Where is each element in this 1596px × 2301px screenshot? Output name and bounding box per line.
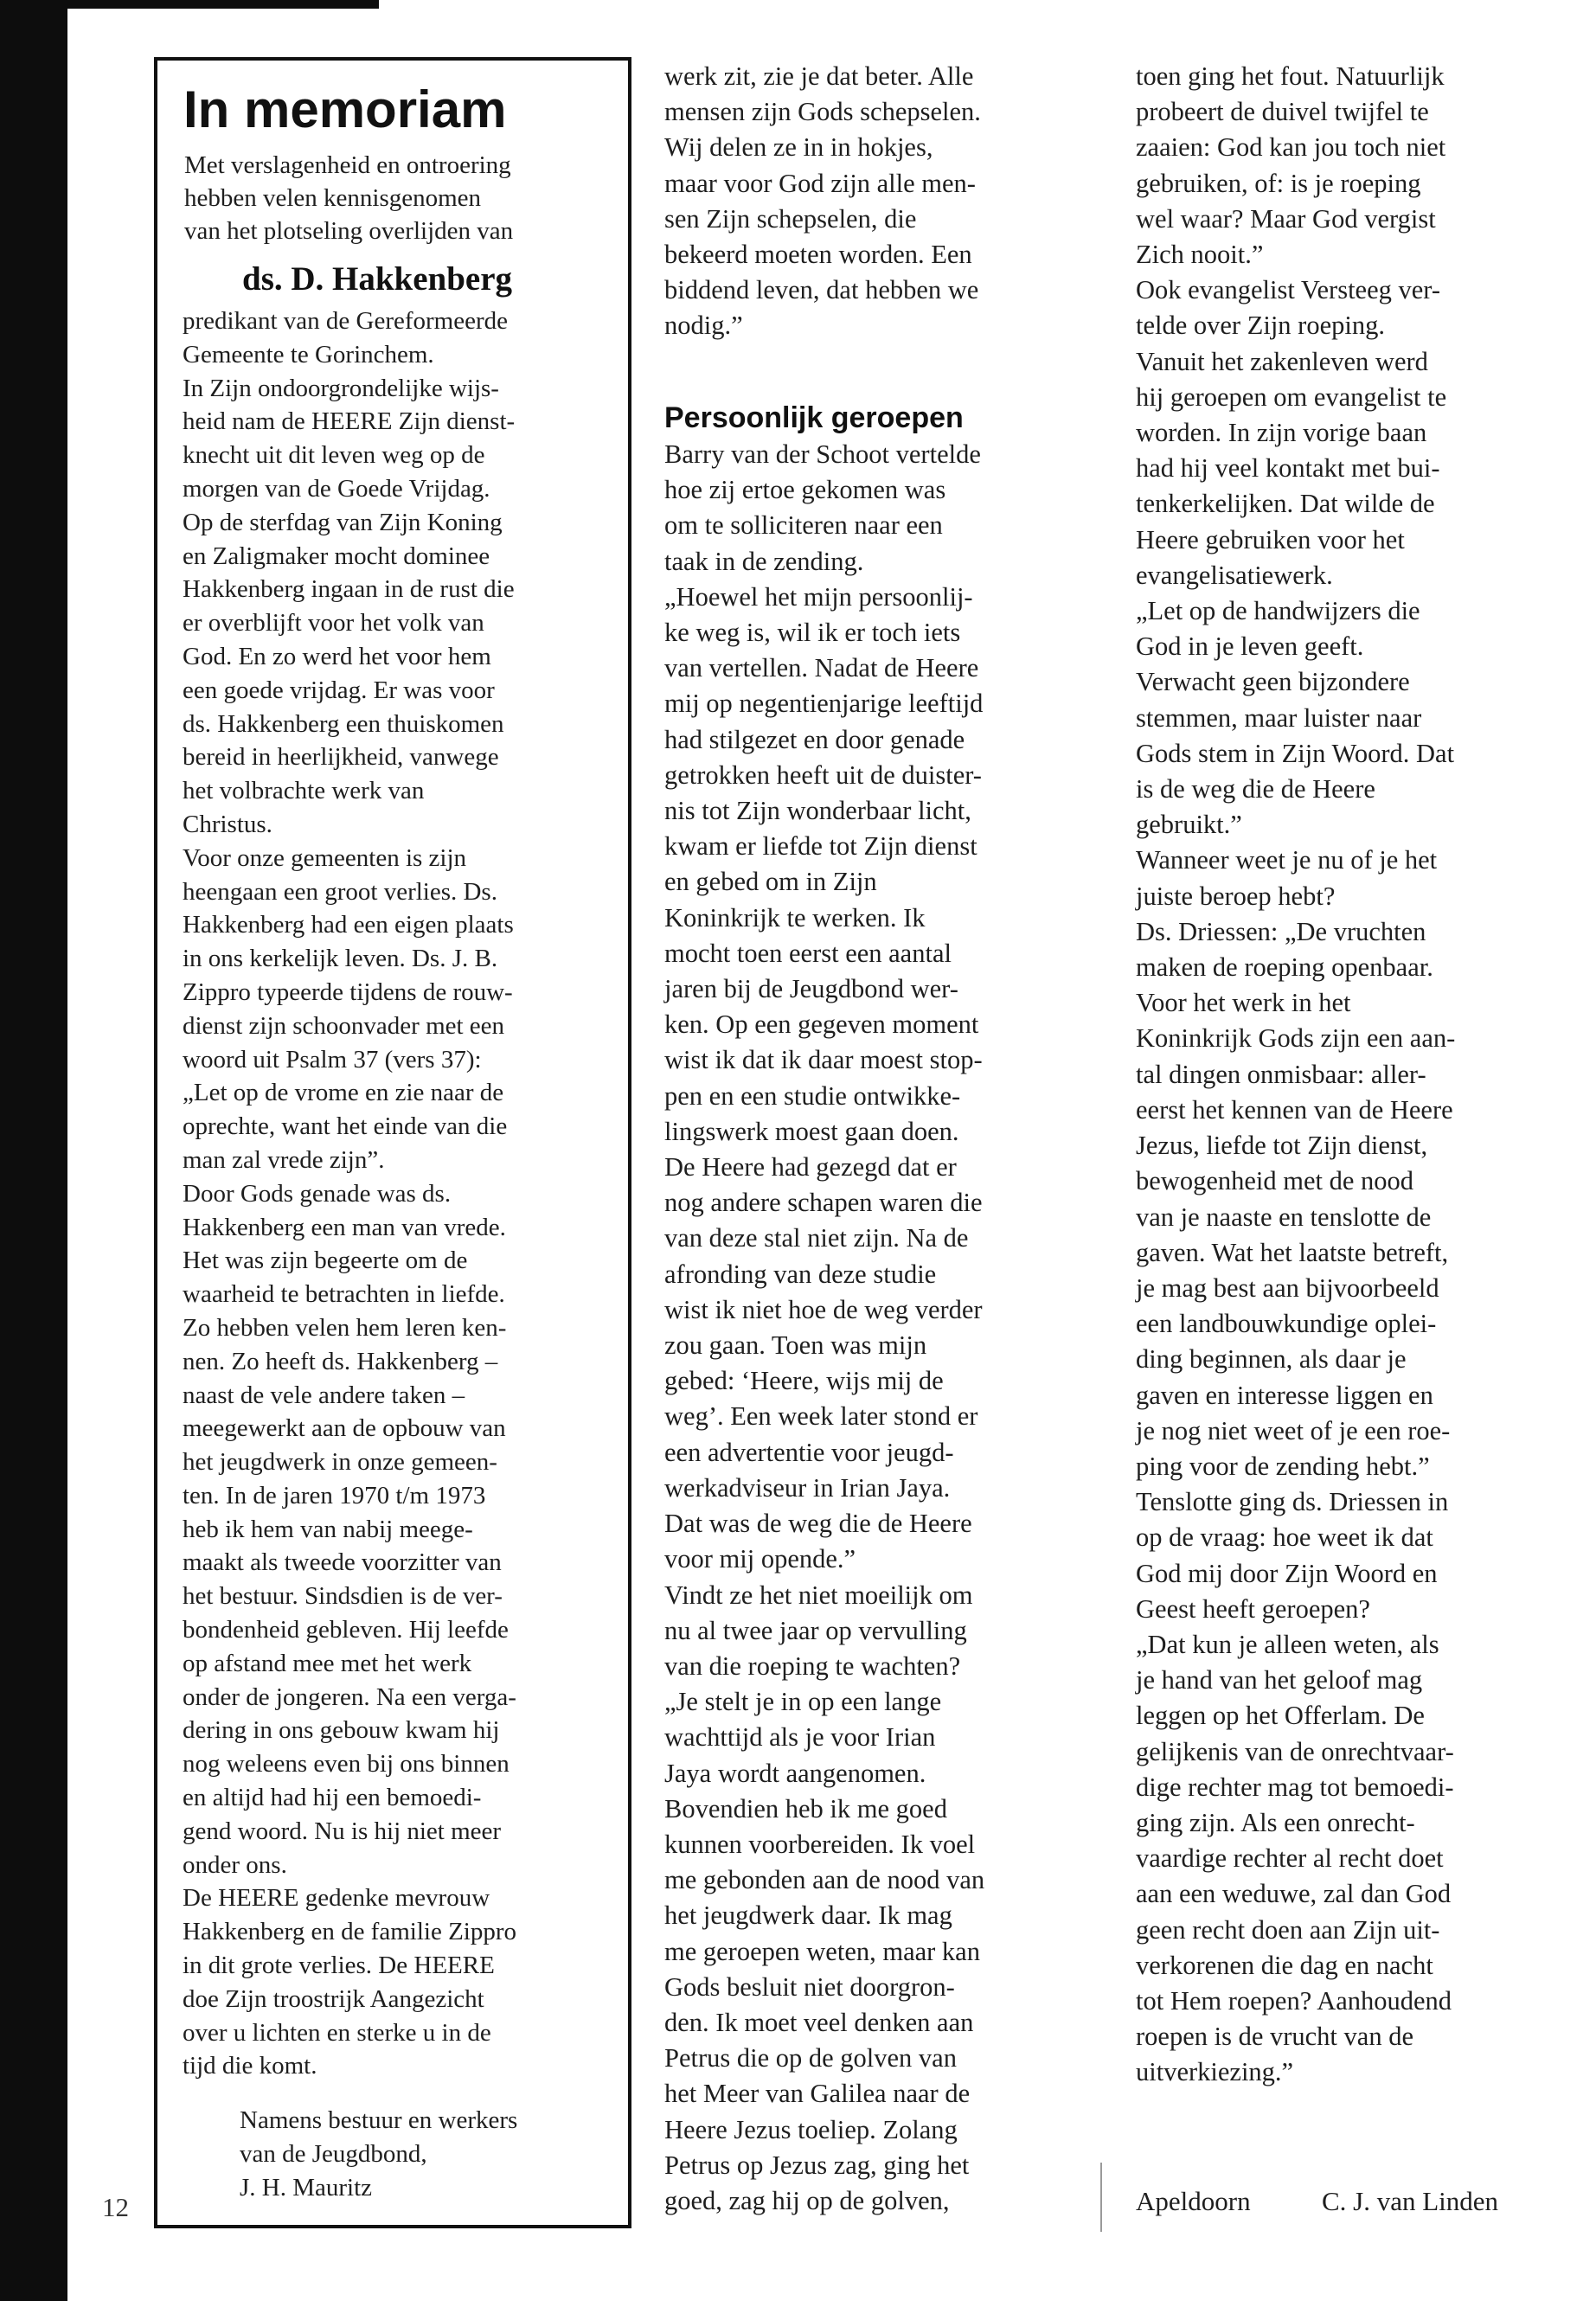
text-line: gebruiken, of: is je roeping <box>1136 168 1421 198</box>
text-line: gend woord. Nu is hij niet meer <box>183 1817 502 1845</box>
text-line: dienst zijn schoonvader met een <box>183 1011 505 1040</box>
text-line: man zal vrede zijn”. <box>183 1145 385 1174</box>
text-line: mocht toen eerst een aantal <box>664 938 952 968</box>
text-line: het jeugdwerk daar. Ik mag <box>664 1900 952 1931</box>
text-line: De Heere had gezegd dat er <box>664 1152 957 1183</box>
text-line: Koninkrijk te werken. Ik <box>664 902 926 933</box>
text-line: Ook evangelist Versteeg ver- <box>1136 275 1441 305</box>
text-line: Christus. <box>183 810 272 838</box>
text-line: Vindt ze het niet moeilijk om <box>664 1580 973 1610</box>
text-line: gaven en interesse liggen en <box>1136 1380 1433 1410</box>
text-line: Dat was de weg die de Heere <box>664 1509 972 1539</box>
text-line: kunnen voorbereiden. Ik voel <box>664 1829 976 1859</box>
text-line: een goede vrijdag. Er was voor <box>183 676 495 704</box>
text-line: De HEERE gedenke mevrouw <box>183 1884 490 1913</box>
memoriam-body <box>183 304 516 2083</box>
text-line: had stilgezet en door genade <box>664 724 965 754</box>
text-line: heid nam de HEERE Zijn dienst- <box>183 407 516 436</box>
text-line: pen en een studie ontwikke- <box>664 1080 961 1111</box>
text-line: je hand van het geloof mag <box>1136 1665 1423 1695</box>
text-line: Barry van der Schoot vertelde <box>664 439 981 469</box>
text-line: maakt als tweede voorzitter van <box>183 1548 502 1577</box>
text-line: wist ik niet hoe de weg verder <box>664 1294 983 1324</box>
text-line: Wij delen ze in in hokjes, <box>664 132 933 163</box>
text-line: hoe zij ertoe gekomen was <box>664 475 946 505</box>
page-number: 12 <box>102 2192 129 2222</box>
text-line: voor mij opende.” <box>664 1544 856 1574</box>
text-line: Zippro typeerde tijdens de rouw- <box>183 977 513 1006</box>
text-line: verkorenen die dag en nacht <box>1136 1950 1433 1980</box>
text-line: bereid in heerlijkheid, vanwege <box>183 743 499 772</box>
text-line: oprechte, want het einde van die <box>183 1112 508 1141</box>
text-line: Ds. Driessen: „De vruchten <box>1136 916 1426 946</box>
text-line: ten. In de jaren 1970 t/m 1973 <box>183 1481 486 1509</box>
text-line: ds. Hakkenberg een thuiskomen <box>183 709 504 738</box>
text-line: toen ging het fout. Natuurlijk <box>1136 61 1445 91</box>
text-line: zaaien: God kan jou toch niet <box>1136 132 1446 163</box>
text-line: Verwacht geen bijzondere <box>1136 667 1410 697</box>
text-line: gelijkenis van de onrechtvaar- <box>1136 1736 1454 1766</box>
text-line: gebruikt.” <box>1136 810 1242 840</box>
text-line: Gods besluit niet doorgron- <box>664 1971 955 2002</box>
text-line: mij op negentienjarige leeftijd <box>664 689 984 719</box>
text-line: Petrus die op de golven van <box>664 2043 957 2073</box>
text-line: onder ons. <box>183 1850 287 1879</box>
text-line: tenkerkelijken. Dat wilde de <box>1136 489 1435 519</box>
article-column-3 <box>1136 59 1455 2091</box>
text-line: en gebed om in Zijn <box>664 867 877 897</box>
text-line: ding beginnen, als daar je <box>1136 1344 1407 1375</box>
text-line: in dit grote verlies. De HEERE <box>183 1952 495 1980</box>
text-line: Vanuit het zakenleven werd <box>1136 346 1428 376</box>
text-line: den. Ik moet veel denken aan <box>664 2007 974 2037</box>
text-line: tijd die komt. <box>183 2052 317 2080</box>
article-column-2-top <box>664 59 981 344</box>
text-line: Hakkenberg een man van vrede. <box>183 1213 506 1241</box>
text-line: stemmen, maar luister naar <box>1136 702 1422 733</box>
text-line: dering in ons gebouw kwam hij <box>183 1716 500 1745</box>
text-line: nis tot Zijn wonderbaar licht, <box>664 796 971 826</box>
text-line: Zich nooit.” <box>1136 240 1264 270</box>
text-line: biddend leven, dat hebben we <box>664 275 979 305</box>
text-line: Door Gods genade was ds. <box>183 1179 452 1208</box>
text-line: op de vraag: hoe weet ik dat <box>1136 1522 1433 1553</box>
text-line: een landbouwkundige oplei- <box>1136 1309 1437 1339</box>
text-line: Voor het werk in het <box>1136 988 1351 1018</box>
text-line: en altijd had hij een bemoedi- <box>183 1784 482 1812</box>
text-line: worden. In zijn vorige baan <box>1136 418 1427 448</box>
text-line: doe Zijn troostrijk Aangezicht <box>183 1984 484 2013</box>
text-line: op afstand mee met het werk <box>183 1649 472 1677</box>
text-line: kwam er liefde tot Zijn dienst <box>664 831 977 862</box>
text-line: In Zijn ondoorgrondelijke wijs- <box>183 374 499 402</box>
text-line: Heere gebruiken voor het <box>1136 524 1405 554</box>
text-line: om te solliciteren naar een <box>664 510 943 541</box>
text-line: Hakkenberg ingaan in de rust die <box>183 575 515 604</box>
text-line: „Let op de vrome en zie naar de <box>183 1079 504 1107</box>
text-line: predikant van de Gereformeerde <box>183 307 508 335</box>
article-place: Apeldoorn <box>1136 2186 1251 2216</box>
text-line: nog andere schapen waren die <box>664 1188 983 1218</box>
text-line: naast de vele andere taken – <box>183 1381 465 1409</box>
text-line: van die roeping te wachten? <box>664 1650 961 1681</box>
text-line: aan een weduwe, zal dan God <box>1136 1879 1452 1909</box>
text-line: waarheid te betrachten in liefde. <box>183 1280 505 1309</box>
text-line: woord uit Psalm 37 (vers 37): <box>183 1045 482 1074</box>
text-line: leggen op het Offerlam. De <box>1136 1701 1425 1731</box>
text-line: God in je leven geeft. <box>1136 631 1364 662</box>
text-line: gebed: ‘Heere, wijs mij de <box>664 1366 944 1396</box>
text-line: sen Zijn schepselen, die <box>664 203 917 234</box>
text-line: me geroepen weten, maar kan <box>664 1936 980 1966</box>
text-line: van vertellen. Nadat de Heere <box>664 653 979 683</box>
text-line: tal dingen onmisbaar: aller- <box>1136 1059 1426 1089</box>
text-line: evangelisatiewerk. <box>1136 560 1333 590</box>
text-line: Petrus op Jezus zag, ging het <box>664 2150 970 2180</box>
scan-edge <box>0 0 67 2301</box>
text-line: eerst het kennen van de Heere <box>1136 1094 1453 1125</box>
text-line: het Meer van Galilea naar de <box>664 2079 971 2109</box>
text-line: hebben velen kennisgenomen <box>184 184 482 212</box>
text-line: God mij door Zijn Woord en <box>1136 1558 1438 1588</box>
text-line: over u lichten en sterke u in de <box>183 2018 491 2047</box>
text-line: Tenslotte ging ds. Driessen in <box>1136 1487 1449 1517</box>
text-line: „Je stelt je in op een lange <box>664 1687 942 1717</box>
text-line: dige rechter mag tot bemoedi- <box>1136 1772 1454 1802</box>
text-line: morgen van de Goede Vrijdag. <box>183 474 490 503</box>
text-line: „Dat kun je alleen weten, als <box>1136 1629 1439 1659</box>
text-line: Wanneer weet je nu of je het <box>1136 845 1438 875</box>
deceased-name: ds. D. Hakkenberg <box>242 260 513 298</box>
text-line: je nog niet weet of je een roe- <box>1136 1415 1451 1445</box>
text-line: me gebonden aan de nood van <box>664 1865 985 1895</box>
text-line: „Hoewel het mijn persoonlij- <box>664 581 973 612</box>
text-line: hij geroepen om evangelist te <box>1136 381 1447 412</box>
text-line: heb ik hem van nabij meege- <box>183 1515 473 1543</box>
section-heading: Persoonlijk geroepen <box>664 401 964 434</box>
text-line: uitverkiezing.” <box>1136 2057 1294 2087</box>
text-line: Heere Jezus toeliep. Zolang <box>664 2114 958 2144</box>
text-line: er overblijft voor het volk van <box>183 609 484 638</box>
text-line: onder de jongeren. Na een verga- <box>183 1682 516 1711</box>
text-line: nodig.” <box>664 311 743 341</box>
text-line: bewogenheid met de nood <box>1136 1166 1414 1196</box>
text-line: Hakkenberg en de familie Zippro <box>183 1918 516 1946</box>
text-line: bekeerd moeten worden. Een <box>664 240 972 270</box>
text-line: van het plotseling overlijden van <box>184 217 514 245</box>
text-line: nen. Zo heeft ds. Hakkenberg – <box>183 1347 498 1375</box>
text-line: bondenheid gebleven. Hij leefde <box>183 1616 509 1644</box>
text-line: is de weg die de Heere <box>1136 774 1375 804</box>
memoriam-intro <box>184 149 513 247</box>
memoriam-signature <box>240 2104 517 2205</box>
text-line: tot Hem roepen? Aanhoudend <box>1136 1985 1452 2016</box>
text-line: Het was zijn begeerte om de <box>183 1247 468 1275</box>
text-line: goed, zag hij op de golven, <box>664 2185 950 2215</box>
text-line: God. En zo werd het voor hem <box>183 642 491 670</box>
text-line: het volbrachte werk van <box>183 777 425 805</box>
text-line: nog weleens even bij ons binnen <box>183 1750 510 1779</box>
text-line: knecht uit dit leven weg op de <box>183 441 485 470</box>
text-line: gaven. Wat het laatste betreft, <box>1136 1237 1449 1267</box>
text-line: Zo hebben velen hem leren ken- <box>183 1313 507 1342</box>
text-line: afronding van deze studie <box>664 1259 937 1289</box>
text-line: Gemeente te Gorinchem. <box>183 340 434 369</box>
text-line: wachttijd als je voor Irian <box>664 1722 936 1753</box>
text-line: Jezus, liefde tot Zijn dienst, <box>1136 1131 1428 1161</box>
text-line: het bestuur. Sindsdien is de ver- <box>183 1582 503 1611</box>
text-line: geen recht doen aan Zijn uit- <box>1136 1914 1440 1945</box>
text-line: probeert de duivel twijfel te <box>1136 97 1429 127</box>
text-line: Bovendien heb ik me goed <box>664 1793 947 1823</box>
text-line: ping voor de zending hebt.” <box>1136 1451 1430 1481</box>
text-line: jaren bij de Jeugdbond wer- <box>664 974 958 1004</box>
text-line: mensen zijn Gods schepselen. <box>664 97 981 127</box>
text-line: je mag best aan bijvoorbeeld <box>1136 1272 1439 1303</box>
text-line: nu al twee jaar op vervulling <box>664 1615 967 1645</box>
text-line: ging zijn. Als een onrecht- <box>1136 1807 1415 1837</box>
text-line: Voor onze gemeenten is zijn <box>183 843 467 872</box>
text-line: het jeugdwerk in onze gemeen- <box>183 1448 497 1477</box>
article-author: C. J. van Linden <box>1322 2186 1499 2216</box>
text-line: Op de sterfdag van Zijn Koning <box>183 508 503 536</box>
text-line: Namens bestuur en werkers <box>240 2106 518 2134</box>
text-line: Koninkrijk Gods zijn een aan- <box>1136 1023 1456 1054</box>
text-line: wist ik dat ik daar moest stop- <box>664 1045 983 1075</box>
text-line: maar voor God zijn alle men- <box>664 168 976 198</box>
text-line: wel waar? Maar God vergist <box>1136 203 1436 234</box>
text-line: van deze stal niet zijn. Na de <box>664 1223 969 1253</box>
scan-top-edge <box>67 0 379 9</box>
text-line: Gods stem in Zijn Woord. Dat <box>1136 738 1455 768</box>
text-line: J. H. Mauritz <box>240 2174 373 2202</box>
text-line: Hakkenberg had een eigen plaats <box>183 911 514 939</box>
text-line: zou gaan. Toen was mijn <box>664 1330 927 1361</box>
text-line: een advertentie voor jeugd- <box>664 1437 954 1467</box>
text-line: vaardige rechter al recht doet <box>1136 1843 1444 1874</box>
text-line: lingswerk moest gaan doen. <box>664 1116 959 1146</box>
text-line: heengaan een groot verlies. Ds. <box>183 877 497 906</box>
text-line: had hij veel kontakt met bui- <box>1136 453 1440 484</box>
text-line: van de Jeugdbond, <box>240 2140 427 2168</box>
text-line: juiste beroep hebt? <box>1136 881 1336 911</box>
text-line: Geest heeft geroepen? <box>1136 1593 1370 1624</box>
text-line: werkadviseur in Irian Jaya. <box>664 1472 951 1503</box>
text-line: ken. Op een gegeven moment <box>664 1009 979 1040</box>
article-column-2 <box>664 437 984 2219</box>
text-line: Met verslagenheid en ontroering <box>184 151 511 179</box>
text-line: van je naaste en tenslotte de <box>1136 1202 1432 1232</box>
memoriam-title: In memoriam <box>183 80 507 138</box>
text-line: maken de roeping openbaar. <box>1136 952 1433 983</box>
column-divider <box>1100 2163 1102 2232</box>
text-line: ke weg is, wil ik er toch iets <box>664 618 961 648</box>
text-line: meegewerkt aan de opbouw van <box>183 1414 506 1443</box>
text-line: weg’. Een week later stond er <box>664 1401 978 1432</box>
text-line: taak in de zending. <box>664 546 864 576</box>
text-line: en Zaligmaker mocht dominee <box>183 542 490 570</box>
text-line: Jaya wordt aangenomen. <box>664 1758 926 1788</box>
text-line: in ons kerkelijk leven. Ds. J. B. <box>183 945 498 973</box>
text-line: „Let op de handwijzers die <box>1136 596 1420 626</box>
text-line: telde over Zijn roeping. <box>1136 311 1385 341</box>
text-line: werk zit, zie je dat beter. Alle <box>664 61 974 91</box>
text-line: roepen is de vrucht van de <box>1136 2022 1413 2052</box>
text-line: getrokken heeft uit de duister- <box>664 760 982 790</box>
